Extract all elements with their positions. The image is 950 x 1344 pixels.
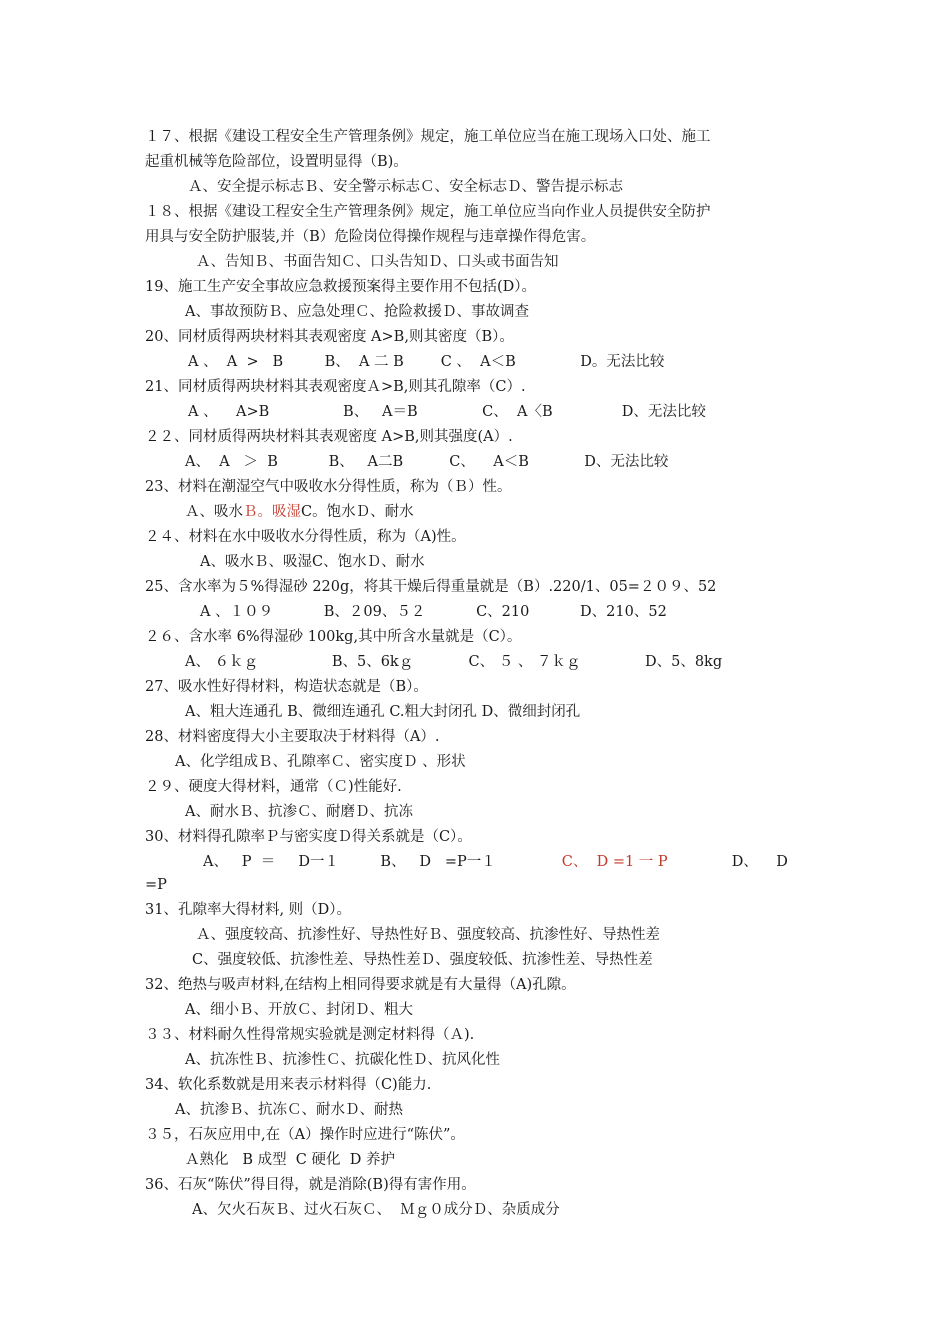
question-18-line-2: 用具与安全防护服装,并（B）危险岗位得操作规程与违章操作得危害。 [145,229,596,245]
question-23: 23、材料在潮湿空气中吸收水分得性质，称为（Ｂ）性。 [145,479,512,495]
question-23-options [185,502,414,522]
question-20-options: A 、 A > B B、 A 二 B C 、 A＜B D。无法比较 [188,354,665,370]
highlighted-answer: Ｂ。吸湿 [243,504,301,520]
question-17-line-2: 起重机械等危险部位，设置明显得（B)。 [145,154,408,170]
question-19-options: A、事故预防Ｂ、应急处理Ｃ、抢险救援Ｄ、事故调查 [185,304,529,320]
option-a-b: A、 P ＝ D一１ B、 D =P一１ [203,854,496,870]
question-18-line-1: １８、根据《建设工程安全生产管理条例》规定，施工单位应当向作业人员提供安全防护 [145,204,711,220]
question-18-options: Ａ、告知Ｂ、书面告知Ｃ、口头告知Ｄ、口头或书面告知 [196,254,559,270]
question-32-options: A、细小Ｂ、开放Ｃ、封闭Ｄ、粗大 [185,1002,413,1018]
question-30-options [203,852,788,872]
question-31: 31、孔隙率大得材料, 则（D）。 [145,902,352,918]
question-28-options: A、化学组成Ｂ、孔隙率Ｃ、密实度Ｄ 、形状 [175,754,466,770]
question-33-options: A、抗冻性Ｂ、抗渗性Ｃ、抗碳化性Ｄ、抗风化性 [185,1052,500,1068]
question-27: 27、吸水性好得材料，构造状态就是（B）。 [145,679,428,695]
question-35-options: Ａ熟化 B 成型 C 硬化 D 养护 [185,1152,395,1168]
question-32: 32、绝热与吸声材料,在结构上相同得要求就是有大量得（A)孔隙。 [145,977,576,993]
option-a: Ａ、吸水 [185,504,243,520]
question-26: ２６、含水率 6%得湿砂 100kg,其中所含水量就是（C）。 [145,629,522,645]
question-17-line-1: １７、根据《建设工程安全生产管理条例》规定，施工单位应当在施工现场入口处、施工 [145,129,711,145]
option-d: D、 D [731,854,788,870]
question-34-options: A、抗渗Ｂ、抗冻Ｃ、耐水Ｄ、耐热 [175,1102,403,1118]
question-29: ２９、硬度大得材料，通常（Ｃ)性能好. [145,779,402,795]
question-20: 20、同材质得两块材料其表观密度 A>B,则其密度（B）。 [145,329,514,345]
question-21-options: A 、 A>B B、 A＝B C、 A〈B D、无法比较 [188,404,706,420]
question-17-options: Ａ、安全提示标志Ｂ、安全警示标志Ｃ、安全标志Ｄ、警告提示标志 [188,179,623,195]
question-22-options: A、 A ＞ B B、 A二B C、 A＜B D、无法比较 [185,454,669,470]
question-25: 25、含水率为５%得湿砂 220g，将其干燥后得重量就是（B）.220/1、05=２０９、52 [145,579,717,595]
question-24-options: A、吸水Ｂ、吸湿C、饱水Ｄ、耐水 [200,554,425,570]
option-rest: C。饱水Ｄ、耐水 [301,504,414,520]
question-33: ３３、材料耐久性得常规实验就是测定材料得（Ａ). [145,1027,475,1043]
question-31-options-2: C、强度较低、抗渗性差、导热性差Ｄ、强度较低、抗渗性差、导热性差 [192,952,653,968]
question-27-options: A、粗大连通孔 B、微细连通孔 C.粗大封闭孔 D、微细封闭孔 [185,704,581,720]
question-25-options: A 、１０９ B、２09、５２ C、210 D、210、52 [200,604,667,620]
question-24: ２４、材料在水中吸收水分得性质，称为（A)性。 [145,529,466,545]
question-21: 21、同材质得两块材料其表观密度Ａ>B,则其孔隙率（C）. [145,379,526,395]
question-36-options: A、欠火石灰Ｂ、过火石灰Ｃ、 Ｍｇ０成分Ｄ、杂质成分 [192,1202,560,1218]
question-35: ３５，石灰应用中,在（A）操作时应进行“陈伏”。 [145,1127,465,1143]
highlighted-answer: C、 D =1 一 P [561,854,668,870]
question-28: 28、材料密度得大小主要取决于材料得（A）. [145,729,440,745]
question-29-options: A、耐水Ｂ、抗渗Ｃ、耐磨Ｄ、抗冻 [185,804,413,820]
question-22: ２２、同材质得两块材料其表观密度 A>B,则其强度(A）. [145,429,513,445]
question-30-options-wrap: =P [145,877,167,893]
question-19: 19、施工生产安全事故应急救援预案得主要作用不包括(D）。 [145,279,536,295]
question-36: 36、石灰“陈伏”得目得，就是消除(B)得有害作用。 [145,1177,476,1193]
question-31-options-1: Ａ、强度较高、抗渗性好、导热性好Ｂ、强度较高、抗渗性好、导热性差 [196,927,660,943]
question-34: 34、软化系数就是用来表示材料得（C)能力. [145,1077,432,1093]
question-30: 30、材料得孔隙率Ｐ与密实度Ｄ得关系就是（C）。 [145,829,472,845]
question-26-options: A、 ６ｋｇ B、5、6kｇ C、 ５ 、 ７ｋｇ D、5、8kg [185,654,723,670]
